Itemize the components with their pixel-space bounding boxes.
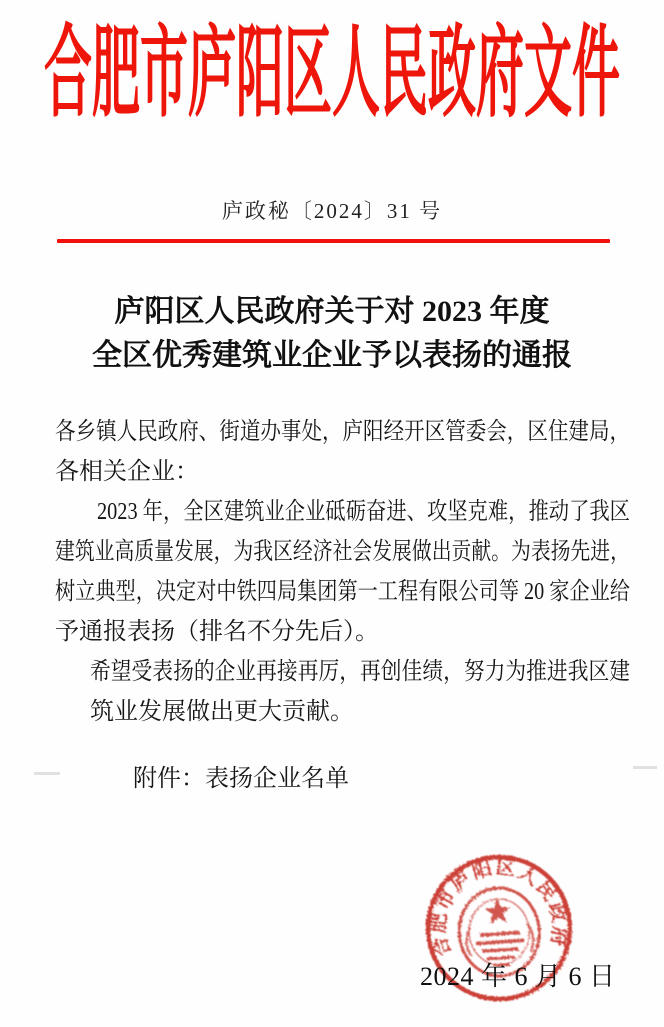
red-header-title bbox=[29, 18, 635, 134]
document-body bbox=[55, 412, 630, 732]
red-divider-line bbox=[57, 239, 610, 243]
document-number: 庐政秘〔2024〕31 号 bbox=[221, 199, 443, 223]
scan-artifact-right bbox=[633, 766, 657, 769]
red-header-text: 合肥市庐阳区人民政府文件 bbox=[43, 19, 620, 131]
body-line-para2-2: 筑业发展做出更大贡献。 bbox=[90, 699, 354, 725]
title-line-2: 全区优秀建筑业企业予以表扬的通报 bbox=[92, 339, 572, 372]
title-line-1: 庐阳区人民政府关于对 2023 年度 bbox=[114, 295, 550, 328]
body-line-para1-4: 予通报表扬（排名不分先后）。 bbox=[55, 619, 379, 645]
body-line-para2-1: 希望受表扬的企业再接再厉，再创佳绩，努力为推进我区建 bbox=[90, 659, 631, 685]
scan-artifact-left bbox=[34, 772, 60, 775]
body-line-para1-2: 建筑业高质量发展，为我区经济社会发展做出贡献。为表扬先进， bbox=[55, 539, 630, 565]
issue-date: 2024 年 6 月 6 日 bbox=[420, 962, 616, 991]
body-line-salutation-2: 各相关企业： bbox=[55, 459, 199, 485]
body-line-para1-1: 2023 年，全区建筑业企业砥砺奋进、攻坚克难，推动了我区 bbox=[97, 499, 630, 525]
attachment-note: 附件：表扬企业名单 bbox=[133, 766, 349, 792]
seal-text: 合肥市庐阳区人民政府 bbox=[428, 857, 570, 959]
body-line-para1-3: 树立典型，决定对中铁四局集团第一工程有限公司等 20 家企业给 bbox=[55, 579, 630, 605]
document-title bbox=[0, 290, 664, 378]
body-line-salutation-1: 各乡镇人民政府、街道办事处，庐阳经开区管委会，区住建局， bbox=[55, 419, 631, 445]
